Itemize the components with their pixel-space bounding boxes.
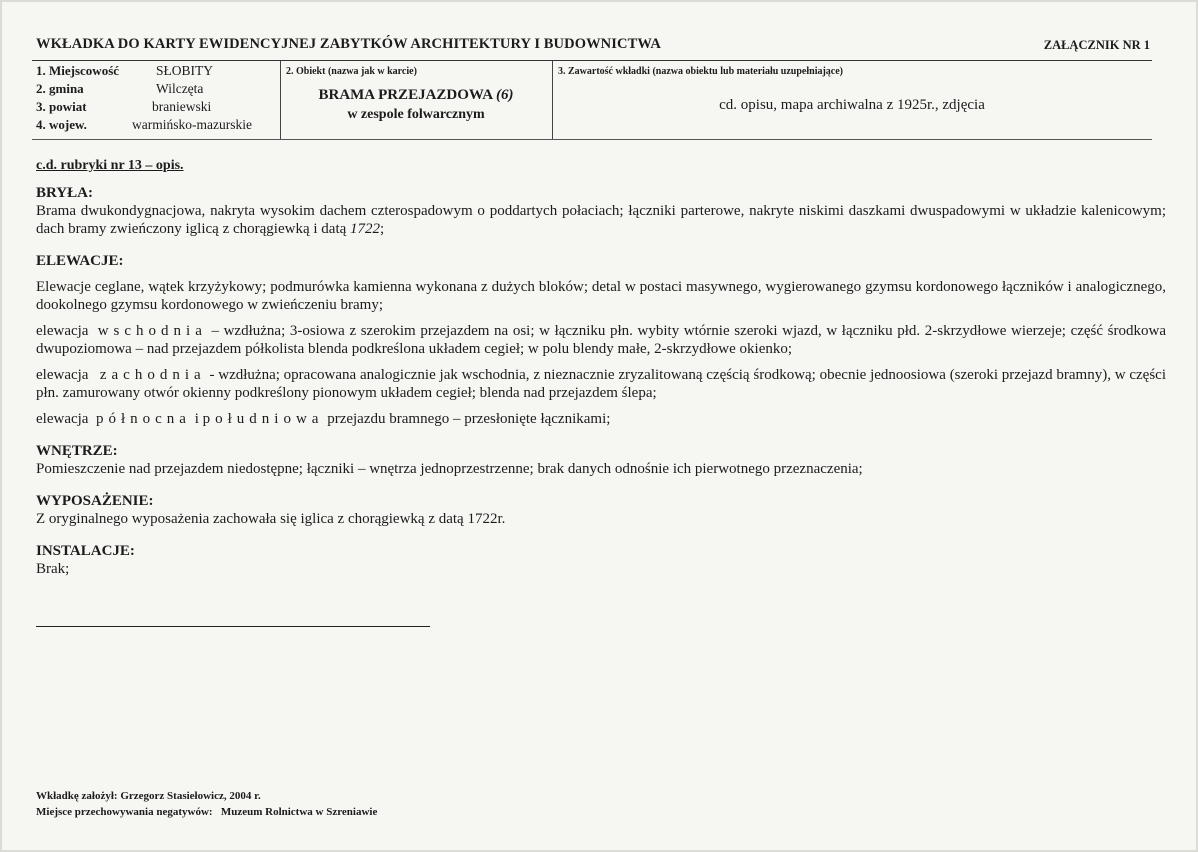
location-label: 2. gmina — [36, 81, 84, 96]
storage-label: Miejsce przechowywania negatywów: — [36, 806, 213, 818]
object-name: BRAMA PRZEJAZDOWA — [318, 87, 493, 103]
and-label: i — [194, 411, 199, 427]
elevation-prefix: elewacja — [36, 323, 89, 339]
location-column — [32, 61, 281, 139]
location-value: braniewski — [152, 99, 212, 114]
author-label: Wkładkę założył: — [36, 790, 118, 802]
bryla-text — [36, 202, 1166, 238]
description-body — [36, 158, 1166, 578]
section-divider — [36, 626, 430, 627]
east-elevation-text — [36, 322, 1166, 358]
location-label: 4. wojew. — [36, 117, 87, 132]
storage-value: Muzeum Rolnictwa w Szreniawie — [220, 806, 378, 818]
info-table — [32, 60, 1152, 140]
bryla-text-main: Brama dwukondygnacjowa, nakryta wysokim dachem czterospadowym o poddartych połaciach; łączniki parterowe, nakryte niskimi daszkami dwuspadowymi w układzie kalenicowym; dach bramy zwieńczony iglicą z chorągiewką i datą — [36, 203, 1166, 237]
document-title: WKŁADKA DO KARTY EWIDENCYJNEJ ZABYTKÓW ARCHITEKTURY I BUDOWNICTWA — [36, 36, 661, 52]
location-row — [36, 81, 84, 97]
south-label: południowa — [202, 411, 324, 427]
object-name-line — [280, 87, 552, 104]
wnetrze-heading: WNĘTRZE: — [36, 443, 118, 459]
location-row — [36, 117, 87, 133]
west-description: - wzdłużna; opracowana analogicznie jak wschodnia, z nieznacznie zryzalitowaną częścią środkową; obecnie jednoosiowa (szeroki przejazd bramny), w części płn. zamurowany otwór okienny podkreślony pionowym układem cegieł; blenda nad przejazdem ślepa; — [36, 367, 1167, 401]
wyposazenie-heading: WYPOSAŻENIE: — [36, 493, 154, 509]
bryla-heading: BRYŁA: — [36, 185, 93, 201]
bryla-year: 1722 — [350, 221, 381, 237]
instalacje-heading: INSTALACJE: — [36, 543, 135, 559]
contents-heading: 3. Zawartość wkładki (nazwa obiektu lub materiału uzupełniające) — [558, 66, 844, 77]
object-number: (6) — [496, 87, 514, 103]
bryla-text-end: ; — [380, 221, 385, 237]
location-row — [36, 99, 87, 115]
elevation-prefix: elewacja — [36, 411, 89, 427]
wyposazenie-text: Z oryginalnego wyposażenia zachowała się iglica z chorągiewką z datą 1722r. — [36, 511, 506, 527]
west-elevation-text — [36, 366, 1166, 402]
elewacje-heading: ELEWACJE: — [36, 253, 124, 269]
elevation-prefix: elewacja — [36, 367, 89, 383]
elewacje-intro: Elewacje ceglane, wątek krzyżykowy; podmurówka kamienna wykonana z dużych bloków; detal w postaci masywnego, wygierowanego gzymsu kordonowego łączników i analogicznego, dookolnego gzymsu kordonowego w zwieńczeniu bramy; — [36, 279, 1166, 313]
instalacje-text: Brak; — [36, 561, 70, 577]
east-label: wschodnia — [97, 323, 207, 339]
annex-label: ZAŁĄCZNIK NR 1 — [1043, 38, 1150, 52]
location-value: warmińsko-mazurskie — [132, 117, 252, 132]
east-description: – wzdłużna; 3-osiowa z szerokim przejazdem na osi; w łączniku płn. wybity wtórnie szeroki wjazd, w łączniku płd. 2-skrzydłowe wierzeje; część środkowa dwupoziomowa – nad przejazdem półkolista blenda podkreślona układem cegieł; w polu blendy małe, 2-skrzydłowe okienko; — [36, 323, 1166, 357]
location-value: Wilczęta — [156, 81, 204, 96]
north-south-description: przejazdu bramnego – przesłonięte łącznikami; — [323, 411, 611, 427]
location-label: 1. Miejscowość — [36, 63, 120, 78]
location-row — [36, 63, 119, 79]
object-column — [280, 61, 553, 139]
north-label: północna — [95, 411, 191, 427]
author-value: Grzegorz Stasiełowicz, 2004 r. — [120, 790, 261, 802]
contents-column — [552, 61, 1152, 139]
section-reference: c.d. rubryki nr 13 – opis. — [36, 158, 184, 173]
location-value: SŁOBITY — [156, 63, 213, 78]
object-heading: 2. Obiekt (nazwa jak w karcie) — [286, 66, 417, 77]
wnetrze-text: Pomieszczenie nad przejazdem niedostępne; łączniki – wnętrza jednoprzestrzenne; brak danych odnośnie ich pierwotnego przeznaczenia; — [36, 461, 863, 477]
contents-value: cd. opisu, mapa archiwalna z 1925r., zdjęcia — [719, 97, 985, 113]
west-label: zachodnia — [99, 367, 206, 383]
footer-author — [36, 790, 261, 802]
north-south-elevation-text — [36, 410, 1166, 428]
footer-storage — [36, 806, 377, 818]
object-subname: w zespole folwarcznym — [347, 107, 485, 122]
location-label: 3. powiat — [36, 99, 87, 114]
